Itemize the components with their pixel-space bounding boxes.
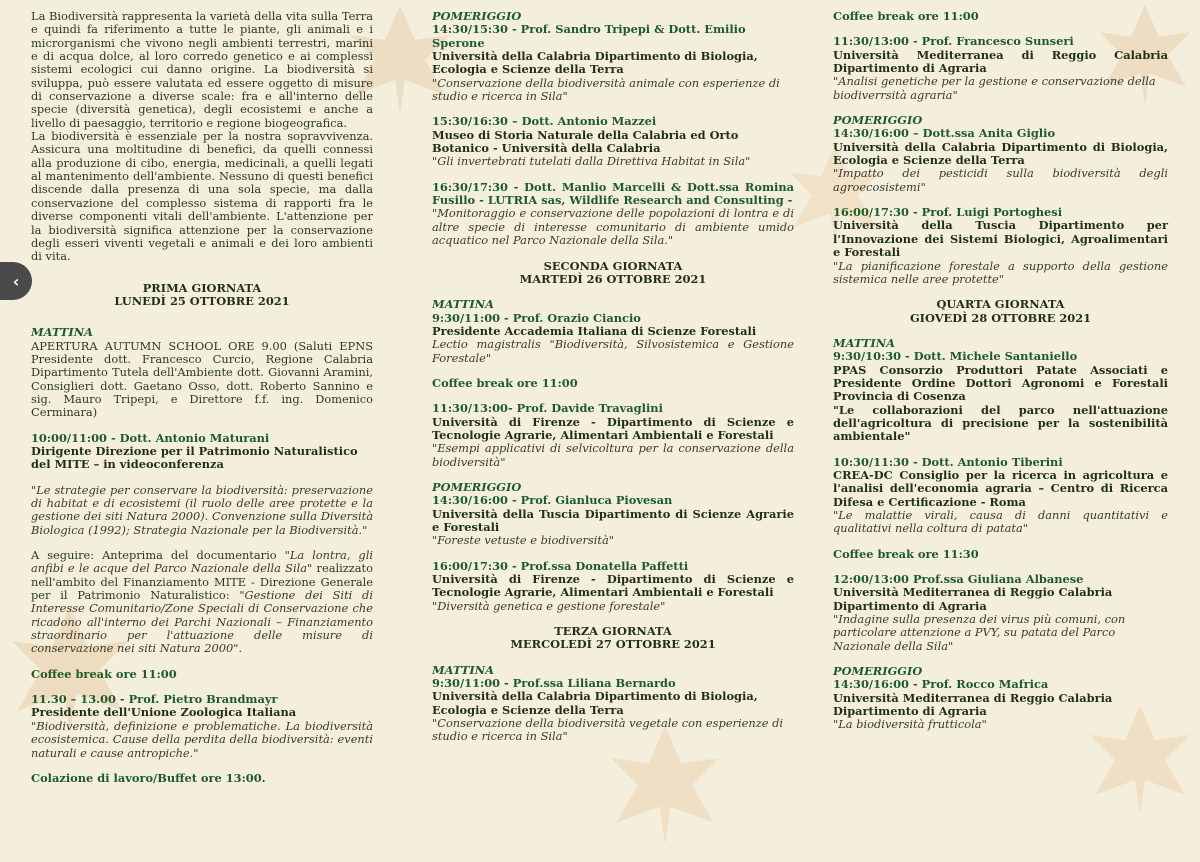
- day-date: MERCOLEDÌ 27 OTTOBRE 2021: [510, 637, 716, 652]
- day-title: SECONDA GIORNATA: [543, 258, 683, 273]
- opening-text: APERTURA AUTUMN SCHOOL ORE 9.00 (Saluti EPNS Presidente dott. Francesco Curcio, Regione Calabria Dipartimento Tutela dell'Ambiente dott. Giovanni Aramini, Consiglieri dott. Gaetano Osso, dott. Roberto Sannino e sig. Mauro Tripepi, e Direttore f.f. ing. Domenico Cerminara): [31, 338, 373, 420]
- session-label: POMERIGGIO: [432, 479, 522, 494]
- column-day1: [31, 10, 373, 785]
- talk-org: Università Mediterranea di Reggio Calabria Dipartimento di Agraria: [833, 47, 1168, 76]
- session-label: MATTINA: [432, 662, 494, 677]
- talk-title: "La biodiversità frutticola": [833, 717, 987, 732]
- talk-heading: 11:30/13:00- Prof. Davide Travaglini: [432, 401, 663, 416]
- talk-title: "Impatto dei pesticidi sulla biodiversità degli agroecosistemi": [833, 166, 1168, 194]
- column-day2: [432, 10, 794, 744]
- talk-title: "Monitoraggio e conservazione delle popolazioni di lontra e di altre specie di interesse comunitario di ambiente umido acquatico nel Parco Nazionale della Sila.": [432, 206, 794, 248]
- talk-title: "Indagine sulla presenza dei virus più comuni, con particolare attenzione a PVY, su patata del Parco Nazionale della Sila": [833, 612, 1126, 653]
- talk-heading: 16:00/17:30 - Prof. Luigi Portoghesi: [833, 205, 1063, 220]
- talk-heading: 14:30/16:00 - Prof. Gianluca Piovesan: [432, 493, 673, 508]
- coffee-break: Coffee break ore 11:30: [833, 546, 979, 561]
- talk-heading: 9:30/10:30 - Dott. Michele Santaniello: [833, 349, 1078, 364]
- chevron-left-icon: ‹: [12, 271, 20, 291]
- talk-heading: 9:30/11:00 - Prof.ssa Liliana Bernardo: [432, 676, 676, 691]
- talk-org: Dirigente Direzione per il Patrimonio Naturalistico del MITE – in videoconferenza: [31, 443, 358, 472]
- talk-title: "Analisi genetiche per la gestione e conservazione della biodiverrsità agraria": [833, 74, 1156, 102]
- talk-title: "Le collaborazioni del parco nell'attuazione dell'agricoltura di precisione per la sostenibilità ambientale": [833, 402, 1168, 444]
- talk-title: "Biodiversità, definizione e problematiche. La biodiversità ecosistemica. Cause della perdita della biodiversità: eventi naturali e cause antropiche.": [31, 718, 373, 760]
- talk-org: Università Mediterranea di Reggio Calabria Dipartimento di Agraria: [833, 585, 1113, 613]
- talk-org: Università Mediterranea di Reggio Calabria Dipartimento di Agraria: [833, 690, 1113, 719]
- talk-heading: 15:30/16:30 – Dott. Antonio Mazzei: [432, 114, 657, 129]
- session-label: MATTINA: [432, 297, 494, 312]
- talk-org: Università di Firenze - Dipartimento di Scienze e Tecnologie Agrarie, Alimentari Ambientali e Forestali: [432, 414, 794, 442]
- day-date: MARTEDÌ 26 OTTOBRE 2021: [519, 271, 707, 286]
- day-title: QUARTA GIORNATA: [936, 297, 1065, 312]
- session-label: POMERIGGIO: [833, 113, 923, 128]
- talk-heading: 11.30 – 13.00 - Prof. Pietro Brandmayr: [31, 692, 278, 707]
- talk-heading: 11:30/13:00 - Prof. Francesco Sunseri: [833, 34, 1074, 49]
- intro-paragraph: La Biodiversità rappresenta la varietà della vita sulla Terra e quindi fa riferimento a tutte le piante, gli animali e i microrganismi che vivono negli ambienti terrestri, marini e di acqua dolce, al loro corredo genetico e ai complessi sistemi ecologici cui danno origine. La biodiversità si sviluppa, può essere valutata ed essere oggetto di misure di conservazione a diverse scale: fra e all'interno delle specie (diversità genetica), degli ecosistemi e anche a livello di paesaggio, territorio e regione biogeografica.: [31, 9, 373, 130]
- talk-title: "Gli invertebrati tutelati dalla Direttiva Habitat in Sila": [432, 154, 751, 169]
- talk-title: "Diversità genetica e gestione forestale": [432, 598, 666, 613]
- talk-heading: 14:30/16:00 - Prof. Rocco Mafrica: [833, 677, 1049, 692]
- talk-org: Museo di Storia Naturale della Calabria ed Orto Botanico - Università della Calabria: [432, 127, 739, 156]
- session-label: MATTINA: [31, 325, 93, 340]
- talk-org: Università della Calabria Dipartimento di Biologia, Ecologia e Scienze della Terra: [432, 49, 758, 77]
- talk-heading: 14:30/15:30 - Prof. Sandro Tripepi & Dott. Emilio Sperone: [432, 22, 746, 50]
- talk-heading: 16:30/17:30 - Dott. Manlio Marcelli & Dott.ssa Romina Fusillo - LUTRIA sas, Wildlife Research and Consulting -: [432, 179, 794, 208]
- day-date: LUNEDÌ 25 OTTOBRE 2021: [114, 293, 290, 308]
- talk-heading: 12:00/13:00 Prof.ssa Giuliana Albanese: [833, 572, 1084, 587]
- session-label: POMERIGGIO: [432, 9, 522, 23]
- day-title: TERZA GIORNATA: [554, 624, 672, 639]
- talk-org: Università della Calabria Dipartimento di Biologia, Ecologia e Scienze della Terra: [833, 139, 1168, 168]
- talk-title: "Conservazione della biodiversità animale con esperienze di studio e ricerca in Sila": [432, 75, 780, 104]
- day-title: PRIMA GIORNATA: [142, 280, 262, 295]
- talk-org: CREA-DC Consiglio per la ricerca in agricoltura e l'analisi dell'economia agraria – Centro di Ricerca Difesa e Certificazione - Roma: [833, 467, 1168, 509]
- coffee-break: Coffee break ore 11:00: [833, 9, 979, 23]
- talk-org: PPAS Consorzio Produttori Patate Associati e Presidente Ordine Dottori Agronomi e Forestali Provincia di Cosenza: [833, 362, 1168, 404]
- documentary-note: A seguire: Anteprima del documentario "La lontra, gli anfibi e le acque del Parco Nazionale della Sila" realizzato nell'ambito del Finanziamento MITE - Direzione Generale per il Patrimonio Naturalistico: "Gestione dei Siti di Interesse Comunitario/Zone Speciali di Conservazione che ricadono all'interno dei Parchi Nazionali – Finanziamento straordinario per l'attuazione delle misure di conservazione nei siti Natura 2000".: [31, 548, 373, 656]
- session-label: MATTINA: [833, 335, 895, 350]
- talk-org: Università della Calabria Dipartimento di Biologia, Ecologia e Scienze della Terra: [432, 689, 758, 717]
- talk-title: Lectio magistralis "Biodiversità, Silvosistemica e Gestione Forestale": [432, 337, 794, 365]
- day-date: GIOVEDÌ 28 OTTOBRE 2021: [909, 310, 1092, 325]
- session-label: POMERIGGIO: [833, 664, 923, 679]
- talk-title: "Conservazione della biodiversità vegetale con esperienze di studio e ricerca in Sila": [432, 716, 784, 744]
- talk-heading: 14:30/16:00 – Dott.ssa Anita Giglio: [833, 126, 1056, 141]
- talk-heading: 10:30/11:30 - Dott. Antonio Tiberini: [833, 454, 1063, 469]
- talk-heading: 16:00/17:30 - Prof.ssa Donatella Paffetti: [432, 558, 689, 573]
- talk-org: Università di Firenze - Dipartimento di Scienze e Tecnologie Agrarie, Alimentari Ambientali e Forestali: [432, 572, 794, 600]
- talk-org: Università della Tuscia Dipartimento per l'Innovazione dei Sistemi Biologici, Agroalimentari e Forestali: [833, 218, 1168, 260]
- column-day3-4: [833, 10, 1168, 732]
- coffee-break: Coffee break ore 11:00: [31, 666, 177, 681]
- coffee-break: Coffee break ore 11:00: [432, 375, 578, 390]
- talk-org: Presidente dell'Unione Zoologica Italiana: [31, 705, 297, 720]
- talk-org: Presidente Accademia Italiana di Scienze Forestali: [432, 323, 757, 338]
- talk-org: Università della Tuscia Dipartimento di Scienze Agrarie e Forestali: [432, 506, 794, 534]
- previous-page-button[interactable]: [0, 262, 32, 300]
- talk-title: "Esempi applicativi di selvicoltura per la conservazione della biodiversità": [432, 441, 794, 469]
- intro-paragraph: La biodiversità è essenziale per la nostra sopravvivenza. Assicura una moltitudine di benefici, da quelli connessi alla produzione di cibo, energia, medicinali, a quelli legati al mantenimento dell'ambiente. Nessuno di questi benefici discende dalla presenza di una sola specie, ma dalla conservazione del complesso sistema di rapporti fra le diverse componenti vitali dell'ambiente. L'attenzione per la biodiversità significa attenzione per la conservazione degli esseri viventi vegetali e animali e dei loro ambienti di vita.: [31, 129, 373, 264]
- lunch-break: Colazione di lavoro/Buffet ore 13:00.: [31, 770, 266, 785]
- talk-title: "Le strategie per conservare la biodiversità: preservazione di habitat e di ecosistemi (il ruolo delle aree protette e la gestione dei siti Natura 2000). Convenzione sulla Diversità Biologica (1992); Strategia Nazionale per la Biodiversità.": [31, 482, 373, 537]
- talk-title: "Foreste vetuste e biodiversità": [432, 533, 615, 548]
- talk-title: "La pianificazione forestale a supporto della gestione sistemica nelle aree protette": [833, 258, 1168, 286]
- talk-heading: 9:30/11:00 - Prof. Orazio Ciancio: [432, 310, 641, 325]
- talk-heading: 10:00/11:00 - Dott. Antonio Maturani: [31, 430, 270, 445]
- talk-title: "Le malattie virali, causa di danni quantitativi e qualitativi nella coltura di patata": [833, 508, 1168, 536]
